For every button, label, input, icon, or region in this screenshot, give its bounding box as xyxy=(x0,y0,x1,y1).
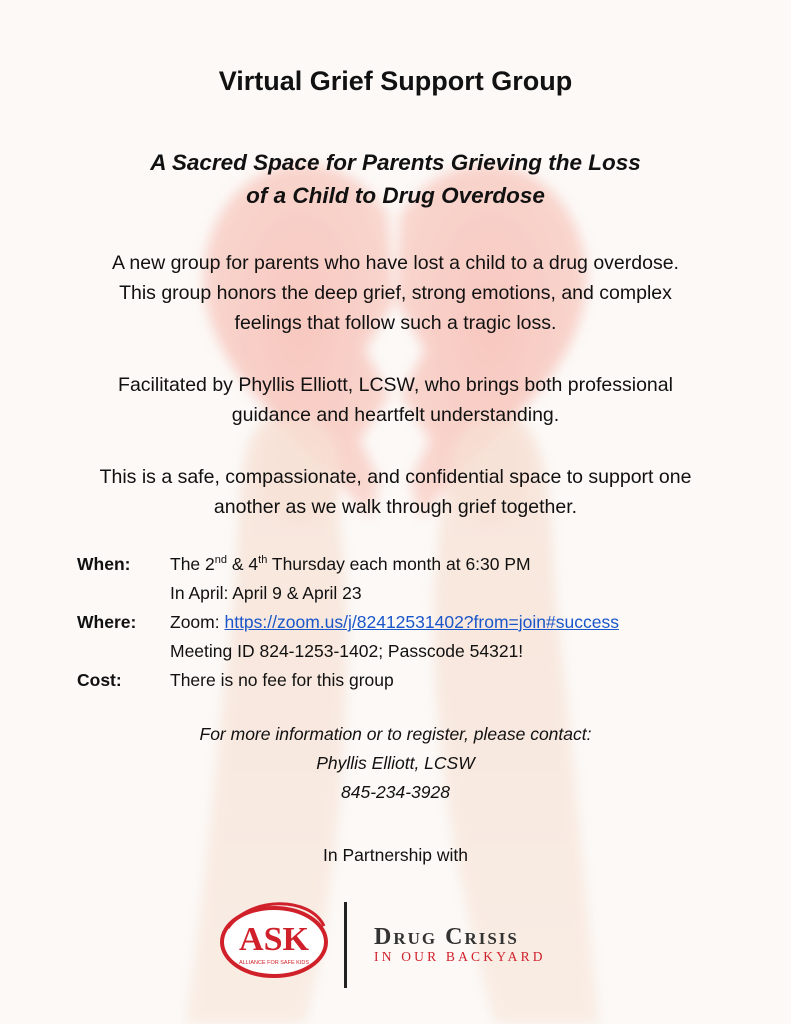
when-label: When: xyxy=(77,554,131,574)
cost-label: Cost: xyxy=(77,670,122,690)
subtitle-line-2: of a Child to Drug Overdose xyxy=(246,183,545,208)
meeting-id: Meeting ID 824-1253-1402; Passcode 54321! xyxy=(170,641,524,661)
contact-intro: For more information or to register, please contact: xyxy=(199,724,592,744)
event-details xyxy=(77,550,619,695)
ask-logo-subtext: ALLIANCE FOR SAFE KIDS xyxy=(239,960,309,966)
facilitator-line-2: guidance and heartfelt understanding. xyxy=(231,404,560,426)
drug-crisis-subtitle: IN OUR BACKYARD xyxy=(374,949,546,964)
zoom-link[interactable]: https://zoom.us/j/82412531402?from=join#success xyxy=(224,612,619,632)
subtitle-line-1: A Sacred Space for Parents Grieving the Loss xyxy=(150,150,641,175)
meeting-id-row xyxy=(77,637,619,666)
logo-divider xyxy=(344,902,347,988)
ask-logo-text: ASK xyxy=(239,921,309,958)
drug-crisis-logo xyxy=(374,924,546,964)
contact-name: Phyllis Elliott, LCSW xyxy=(316,753,475,773)
where-value xyxy=(170,608,619,637)
cost-row xyxy=(77,666,619,695)
intro-line-3: feelings that follow such a tragic loss. xyxy=(234,312,557,334)
drug-crisis-title: Drug Crisis xyxy=(374,924,519,950)
when-text-b: & 4 xyxy=(227,554,259,574)
contact-phone: 845-234-3928 xyxy=(341,782,450,802)
intro-line-1: A new group for parents who have lost a child to a drug overdose. xyxy=(112,252,679,274)
facilitator-line-1: Facilitated by Phyllis Elliott, LCSW, who brings both professional xyxy=(118,374,673,396)
intro-line-2: This group honors the deep grief, strong emotions, and complex xyxy=(119,282,672,304)
when-sup-th: th xyxy=(258,554,268,567)
when-text-c: Thursday each month at 6:30 PM xyxy=(267,554,531,574)
safe-space-line-2: another as we walk through grief together. xyxy=(213,496,578,518)
when-value xyxy=(170,550,531,579)
where-row xyxy=(77,608,619,637)
safe-space-paragraph xyxy=(0,462,791,522)
partnership-label: In Partnership with xyxy=(323,845,468,865)
april-dates: In April: April 9 & April 23 xyxy=(170,583,362,603)
april-dates-row xyxy=(77,579,619,608)
where-label: Where: xyxy=(77,612,137,632)
intro-paragraph xyxy=(0,248,791,338)
facilitator-paragraph xyxy=(0,370,791,430)
cost-value: There is no fee for this group xyxy=(170,670,394,690)
when-sup-nd: nd xyxy=(214,554,227,567)
when-text-a: The 2 xyxy=(170,554,215,574)
page-title: Virtual Grief Support Group xyxy=(218,66,573,96)
contact-info xyxy=(0,720,791,807)
ask-logo xyxy=(222,904,326,976)
zoom-prefix: Zoom: xyxy=(170,612,225,632)
safe-space-line-1: This is a safe, compassionate, and confidential space to support one xyxy=(99,466,692,488)
partner-logos xyxy=(220,898,620,990)
when-row xyxy=(77,550,619,579)
subtitle xyxy=(0,146,791,212)
